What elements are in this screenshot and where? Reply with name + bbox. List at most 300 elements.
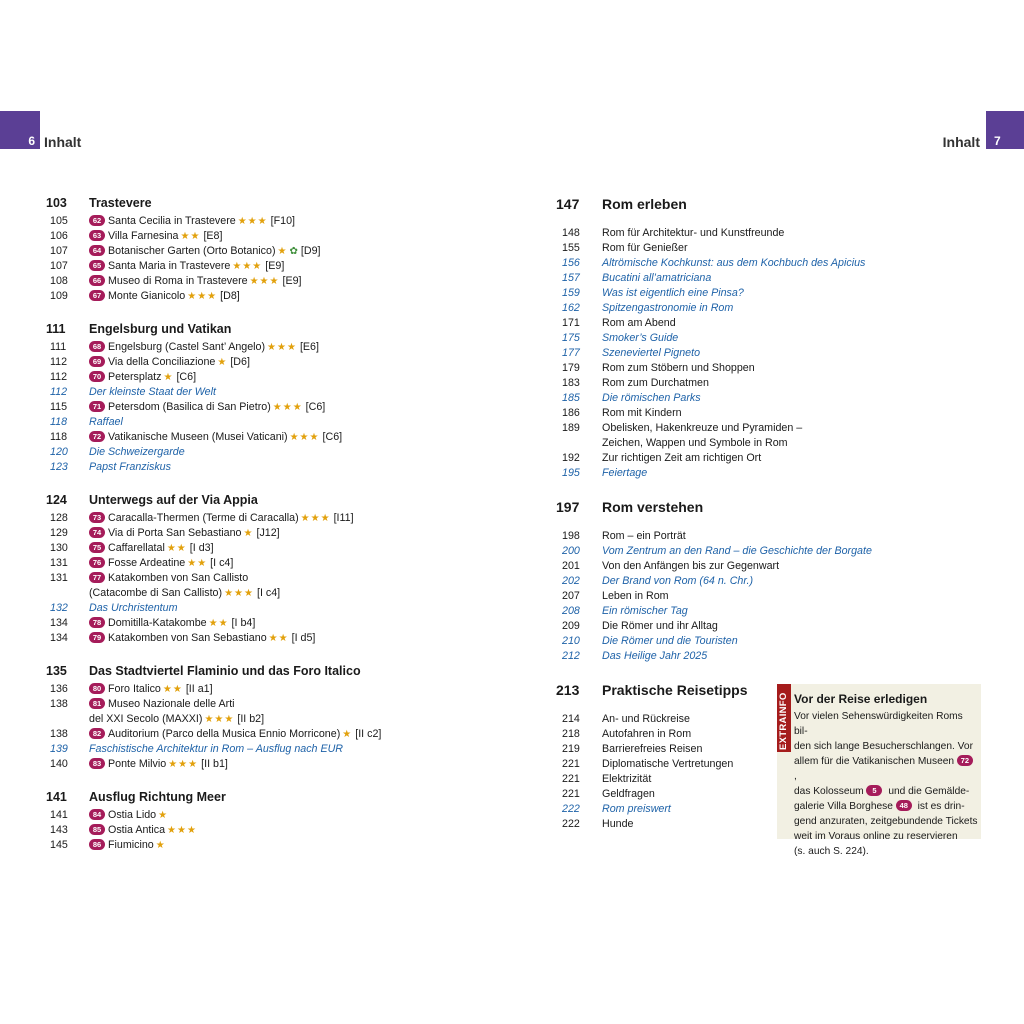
section-heading xyxy=(46,322,486,340)
entry-title: Ostia Antica xyxy=(108,824,166,836)
entry-text-wrap xyxy=(602,649,996,664)
entry-text-wrap xyxy=(602,529,996,544)
entry-text-wrap xyxy=(602,574,996,589)
entry-text-wrap xyxy=(89,712,486,727)
entry-text-wrap xyxy=(89,526,486,541)
entry-title: Via della Conciliazione xyxy=(108,356,216,368)
entry-text-wrap xyxy=(602,376,996,391)
toc-entry xyxy=(46,601,486,616)
section-title: Unterwegs auf der Via Appia xyxy=(89,493,258,507)
entry-title: Faschistische Architektur in Rom – Ausflug nach EUR xyxy=(89,743,344,755)
sight-number-badge: 72 xyxy=(89,431,105,442)
toc-entry xyxy=(556,241,996,256)
entry-title: Villa Farnesina xyxy=(108,230,179,242)
rating-stars: ★★ xyxy=(162,684,183,695)
entry-title: Leben in Rom xyxy=(602,590,669,602)
entry-page-number: 128 xyxy=(50,512,68,524)
rating-stars: ★ xyxy=(243,528,254,539)
entry-title: Vom Zentrum an den Rand – die Geschichte der Borgate xyxy=(602,545,872,557)
entry-text-wrap xyxy=(602,256,996,271)
map-grid-reference: [E9] xyxy=(265,260,285,272)
entry-text-wrap xyxy=(602,331,996,346)
map-grid-reference: [I b4] xyxy=(231,617,256,629)
entry-text-wrap xyxy=(89,727,486,742)
extrainfo-text: den sich lange Besucherschlangen. Vor xyxy=(794,741,973,752)
toc-entry xyxy=(46,340,486,355)
toc-section xyxy=(556,196,996,481)
entry-text-wrap xyxy=(89,742,486,757)
entry-page-number: 118 xyxy=(50,431,68,443)
section-page-number: 213 xyxy=(556,682,580,698)
entry-text-wrap xyxy=(89,430,486,445)
section-title: Engelsburg und Vatikan xyxy=(89,322,232,336)
entry-page-number: 202 xyxy=(562,575,580,587)
toc-entry xyxy=(46,541,486,556)
entry-page-number: 134 xyxy=(50,617,68,629)
entry-page-number: 140 xyxy=(50,758,68,770)
map-grid-reference: [II a1] xyxy=(185,683,213,695)
toc-section xyxy=(46,196,486,304)
entry-text-wrap xyxy=(602,286,996,301)
entry-page-number: 136 xyxy=(50,683,68,695)
toc-entry xyxy=(46,430,486,445)
sight-number-badge: 79 xyxy=(89,632,105,643)
toc-entry xyxy=(46,400,486,415)
sight-number-badge: 72 xyxy=(957,755,973,766)
extrainfo-text: Vor vielen Sehenswürdigkeiten Roms bil- xyxy=(794,711,963,737)
entry-title: Autofahren in Rom xyxy=(602,728,692,740)
entry-text-wrap xyxy=(602,226,996,241)
entry-title: Bucatini all’amatriciana xyxy=(602,272,712,284)
entry-title: Die Schweizergarde xyxy=(89,446,185,458)
entry-title: Museo di Roma in Trastevere xyxy=(108,275,248,287)
section-heading xyxy=(46,493,486,511)
toc-entry xyxy=(46,616,486,631)
sight-number-badge: 5 xyxy=(866,785,882,796)
toc-column-left xyxy=(46,196,486,871)
entry-title: Das Urchristentum xyxy=(89,602,178,614)
sight-number-badge: 81 xyxy=(89,698,105,709)
entry-page-number: 222 xyxy=(562,803,580,815)
entry-text-wrap xyxy=(602,559,996,574)
entry-text-wrap xyxy=(602,436,996,451)
toc-entry xyxy=(46,244,486,259)
toc-entry xyxy=(556,466,996,481)
map-grid-reference: [II b1] xyxy=(201,758,228,770)
entry-title: Smoker’s Guide xyxy=(602,332,679,344)
extrainfo-box xyxy=(777,684,981,857)
toc-entry xyxy=(46,526,486,541)
toc-entry xyxy=(46,385,486,400)
entry-page-number: 115 xyxy=(50,401,68,413)
rating-stars: ★ xyxy=(277,246,288,257)
entry-page-number: 107 xyxy=(50,260,68,272)
entry-text-wrap xyxy=(602,634,996,649)
toc-entry xyxy=(556,559,996,574)
toc-entry xyxy=(46,259,486,274)
sight-number-badge: 84 xyxy=(89,809,105,820)
map-grid-reference: [F10] xyxy=(270,215,295,227)
entry-title: Obelisken, Hakenkreuze und Pyramiden – xyxy=(602,422,803,434)
entry-title: Raffael xyxy=(89,416,123,428)
sight-number-badge: 48 xyxy=(896,800,912,811)
toc-entry xyxy=(556,436,996,451)
rating-stars: ★★★ xyxy=(237,216,268,227)
entry-title: Das Heilige Jahr 2025 xyxy=(602,650,708,662)
entry-page-number: 108 xyxy=(50,275,68,287)
entry-text-wrap xyxy=(602,451,996,466)
toc-entry xyxy=(556,451,996,466)
entry-title: Fiumicino xyxy=(108,839,154,851)
entry-page-number: 134 xyxy=(50,632,68,644)
entry-page-number: 221 xyxy=(562,758,580,770)
rating-stars: ★ xyxy=(155,840,166,851)
extrainfo-text: (s. auch S. 224). xyxy=(794,846,869,857)
entry-text-wrap xyxy=(602,361,996,376)
entry-title: Diplomatische Vertretungen xyxy=(602,758,734,770)
entry-text-wrap xyxy=(89,244,486,259)
section-page-number: 141 xyxy=(46,790,67,804)
entry-page-number: 214 xyxy=(562,713,580,725)
entry-text-wrap xyxy=(89,400,486,415)
entry-page-number: 145 xyxy=(50,839,68,851)
toc-entry xyxy=(46,838,486,853)
entry-title: Zeichen, Wappen und Symbole in Rom xyxy=(602,437,788,449)
sight-number-badge: 77 xyxy=(89,572,105,583)
entry-text-wrap xyxy=(602,544,996,559)
toc-entry xyxy=(556,256,996,271)
extrainfo-text-after: ist es drin- xyxy=(914,801,965,812)
rating-stars: ★ xyxy=(217,357,228,368)
entry-text-wrap xyxy=(89,601,486,616)
green-leaf-icon: ✿ xyxy=(289,246,298,257)
entry-title: Feiertage xyxy=(602,467,648,479)
entry-title: Rom zum Stöbern und Shoppen xyxy=(602,362,755,374)
sight-number-badge: 68 xyxy=(89,341,105,352)
entry-text-wrap xyxy=(602,271,996,286)
toc-entry xyxy=(556,589,996,604)
entry-title: Rom zum Durchatmen xyxy=(602,377,709,389)
rating-stars: ★ xyxy=(342,729,353,740)
entry-page-number: 112 xyxy=(50,386,68,398)
toc-entry xyxy=(556,406,996,421)
entry-title: Die Römer und ihr Alltag xyxy=(602,620,718,632)
map-grid-reference: [I c4] xyxy=(210,557,234,569)
entry-title: Via di Porta San Sebastiano xyxy=(108,527,242,539)
entry-title: An- und Rückreise xyxy=(602,713,690,725)
sight-number-badge: 67 xyxy=(89,290,105,301)
map-grid-reference: [C6] xyxy=(305,401,326,413)
entry-title: Foro Italico xyxy=(108,683,161,695)
section-page-number: 111 xyxy=(46,322,66,336)
entry-page-number: 123 xyxy=(50,461,68,473)
toc-entry xyxy=(46,511,486,526)
extrainfo-line xyxy=(794,799,978,814)
sight-number-badge: 82 xyxy=(89,728,105,739)
entry-text-wrap xyxy=(89,274,486,289)
entry-title: Elektrizität xyxy=(602,773,652,785)
entry-text-wrap xyxy=(602,391,996,406)
entry-text-wrap xyxy=(89,289,486,304)
entry-title: Rom für Architektur- und Kunstfreunde xyxy=(602,227,785,239)
extrainfo-line xyxy=(794,814,978,829)
toc-entry xyxy=(46,823,486,838)
map-grid-reference: [II b2] xyxy=(237,713,265,725)
entry-text-wrap xyxy=(89,445,486,460)
sight-number-badge: 76 xyxy=(89,557,105,568)
entry-text-wrap xyxy=(89,823,486,838)
entry-title: Auditorium (Parco della Musica Ennio Morricone) xyxy=(108,728,341,740)
entry-page-number: 109 xyxy=(50,290,68,302)
toc-entry xyxy=(46,445,486,460)
toc-entry xyxy=(46,289,486,304)
entry-text-wrap xyxy=(89,838,486,853)
map-grid-reference: [D9] xyxy=(300,245,321,257)
toc-entry xyxy=(46,712,486,727)
sight-number-badge: 65 xyxy=(89,260,105,271)
rating-stars: ★★★ xyxy=(204,714,235,725)
extrainfo-body xyxy=(794,709,978,859)
rating-stars: ★★ xyxy=(180,231,201,242)
entry-page-number: 132 xyxy=(50,602,68,614)
entry-page-number: 129 xyxy=(50,527,68,539)
sight-number-badge: 85 xyxy=(89,824,105,835)
entry-page-number: 159 xyxy=(562,287,580,299)
extrainfo-text: gend anzuraten, zeitgebundende Tickets xyxy=(794,816,978,827)
toc-entry xyxy=(46,808,486,823)
map-grid-reference: [D6] xyxy=(230,356,250,368)
toc-entry xyxy=(46,370,486,385)
entry-title: del XXI Secolo (MAXXI) xyxy=(89,713,203,725)
toc-entry xyxy=(556,361,996,376)
extrainfo-text: weit im Voraus online zu reservieren xyxy=(794,831,958,842)
toc-entry xyxy=(556,226,996,241)
entry-page-number: 107 xyxy=(50,245,68,257)
entry-page-number: 171 xyxy=(562,317,580,329)
entry-page-number: 111 xyxy=(50,341,67,353)
rating-stars: ★★★ xyxy=(249,276,280,287)
entry-title: Altrömische Kochkunst: aus dem Kochbuch des Apicius xyxy=(602,257,866,269)
toc-entry xyxy=(556,574,996,589)
entry-text-wrap xyxy=(89,616,486,631)
toc-entry xyxy=(46,274,486,289)
entry-title: Barrierefreies Reisen xyxy=(602,743,703,755)
section-title: Praktische Reisetipps xyxy=(602,682,748,698)
rating-stars: ★★★ xyxy=(300,513,331,524)
extrainfo-tag xyxy=(777,684,791,752)
entry-page-number: 106 xyxy=(50,230,68,242)
extrainfo-tag-label: EXTRAINFO xyxy=(778,692,789,750)
entry-page-number: 118 xyxy=(50,416,68,428)
entry-page-number: 175 xyxy=(562,332,580,344)
entry-page-number: 138 xyxy=(50,728,68,740)
section-title: Trastevere xyxy=(89,196,152,210)
toc-entry xyxy=(556,271,996,286)
entry-page-number: 210 xyxy=(562,635,580,647)
entry-text-wrap xyxy=(602,241,996,256)
entry-text-wrap xyxy=(89,415,486,430)
section-page-number: 147 xyxy=(556,196,580,212)
entry-text-wrap xyxy=(89,808,486,823)
entry-title: Santa Maria in Trastevere xyxy=(108,260,231,272)
toc-entry xyxy=(46,697,486,712)
extrainfo-text: galerie Villa Borghese xyxy=(794,801,896,812)
rating-stars: ★★★ xyxy=(187,291,218,302)
entry-title: Szeneviertel Pigneto xyxy=(602,347,701,359)
toc-section xyxy=(46,493,486,646)
section-page-number: 103 xyxy=(46,196,67,210)
section-heading xyxy=(556,196,996,216)
map-grid-reference: [J12] xyxy=(256,527,280,539)
section-heading xyxy=(46,196,486,214)
section-title: Rom erleben xyxy=(602,196,687,212)
toc-entry xyxy=(46,727,486,742)
section-heading xyxy=(556,499,996,519)
sight-number-badge: 75 xyxy=(89,542,105,553)
entry-title: Ponte Milvio xyxy=(108,758,167,770)
entry-title: Geldfragen xyxy=(602,788,655,800)
entry-text-wrap xyxy=(89,541,486,556)
sight-number-badge: 64 xyxy=(89,245,105,256)
entry-title: Monte Gianicolo xyxy=(108,290,186,302)
entry-text-wrap xyxy=(89,340,486,355)
extrainfo-line xyxy=(794,739,978,754)
extrainfo-line xyxy=(794,709,978,739)
entry-text-wrap xyxy=(602,604,996,619)
extrainfo-line xyxy=(794,844,978,859)
entry-title: Was ist eigentlich eine Pinsa? xyxy=(602,287,744,299)
entry-page-number: 179 xyxy=(562,362,580,374)
entry-title: Engelsburg (Castel Sant’ Angelo) xyxy=(108,341,266,353)
sight-number-badge: 74 xyxy=(89,527,105,538)
entry-title: Der Brand von Rom (64 n. Chr.) xyxy=(602,575,754,587)
entry-title: Fosse Ardeatine xyxy=(108,557,186,569)
map-grid-reference: [E8] xyxy=(203,230,223,242)
entry-page-number: 219 xyxy=(562,743,580,755)
toc-entry xyxy=(46,742,486,757)
page-tab-right xyxy=(986,111,1024,149)
sight-number-badge: 66 xyxy=(89,275,105,286)
extrainfo-text-after: und die Gemälde- xyxy=(885,786,970,797)
toc-entry xyxy=(46,415,486,430)
sight-number-badge: 80 xyxy=(89,683,105,694)
entry-page-number: 185 xyxy=(562,392,580,404)
entry-title: Botanischer Garten (Orto Botanico) xyxy=(108,245,276,257)
map-grid-reference: [I d5] xyxy=(291,632,316,644)
toc-section xyxy=(46,790,486,853)
toc-entry xyxy=(556,316,996,331)
toc-entry xyxy=(556,301,996,316)
sight-number-badge: 70 xyxy=(89,371,105,382)
entry-page-number: 131 xyxy=(50,572,68,584)
entry-page-number: 156 xyxy=(562,257,580,269)
extrainfo-text: das Kolosseum xyxy=(794,786,867,797)
map-grid-reference: [C6] xyxy=(176,371,197,383)
entry-title: Ostia Lido xyxy=(108,809,157,821)
sight-number-badge: 62 xyxy=(89,215,105,226)
toc-entry xyxy=(556,421,996,436)
entry-text-wrap xyxy=(89,385,486,400)
toc-entry xyxy=(556,529,996,544)
entry-page-number: 198 xyxy=(562,530,580,542)
entry-text-wrap xyxy=(89,682,486,697)
toc-section xyxy=(46,664,486,772)
map-grid-reference: [I11] xyxy=(333,512,354,524)
extrainfo-line xyxy=(794,784,978,799)
entry-title: Vatikanische Museen (Musei Vaticani) xyxy=(108,431,288,443)
entry-title: Museo Nazionale delle Arti xyxy=(108,698,235,710)
map-grid-reference: [D8] xyxy=(220,290,240,302)
entry-text-wrap xyxy=(89,571,486,586)
rating-stars: ★★★ xyxy=(272,402,303,413)
rating-stars: ★★★ xyxy=(168,759,199,770)
entry-text-wrap xyxy=(89,586,486,601)
entry-title: Ein römischer Tag xyxy=(602,605,688,617)
entry-title: Katakomben von San Callisto xyxy=(108,572,249,584)
map-grid-reference: [C6] xyxy=(322,431,343,443)
extrainfo-line xyxy=(794,754,978,784)
toc-entry xyxy=(46,460,486,475)
entry-text-wrap xyxy=(89,259,486,274)
toc-entry xyxy=(556,619,996,634)
entry-page-number: 186 xyxy=(562,407,580,419)
map-grid-reference: [E6] xyxy=(299,341,319,353)
entry-page-number: 105 xyxy=(50,215,68,227)
map-grid-reference: [I d3] xyxy=(189,542,214,554)
entry-page-number: 201 xyxy=(562,560,580,572)
toc-section xyxy=(556,499,996,664)
entry-text-wrap xyxy=(89,214,486,229)
section-page-number: 197 xyxy=(556,499,580,515)
entry-page-number: 221 xyxy=(562,788,580,800)
section-heading xyxy=(46,790,486,808)
entry-page-number: 130 xyxy=(50,542,68,554)
entry-page-number: 141 xyxy=(50,809,68,821)
section-title: Das Stadtviertel Flaminio und das Foro Italico xyxy=(89,664,361,678)
toc-entry xyxy=(46,631,486,646)
extrainfo-title: Vor der Reise erledigen xyxy=(794,692,928,706)
entry-text-wrap xyxy=(89,631,486,646)
entry-page-number: 208 xyxy=(562,605,580,617)
toc-entry xyxy=(46,355,486,370)
toc-entry xyxy=(556,604,996,619)
entry-text-wrap xyxy=(89,757,486,772)
sight-number-badge: 83 xyxy=(89,758,105,769)
toc-entry xyxy=(556,544,996,559)
rating-stars: ★★★ xyxy=(267,342,297,353)
entry-title: Rom mit Kindern xyxy=(602,407,682,419)
entry-title: Die Römer und die Touristen xyxy=(602,635,738,647)
entry-text-wrap xyxy=(602,301,996,316)
rating-stars: ★★ xyxy=(166,543,187,554)
entry-title: Petersplatz xyxy=(108,371,162,383)
entry-title: Rom preiswert xyxy=(602,803,671,815)
entry-title: Der kleinste Staat der Welt xyxy=(89,386,216,398)
entry-page-number: 195 xyxy=(562,467,580,479)
rating-stars: ★ xyxy=(158,810,169,821)
entry-page-number: 221 xyxy=(562,773,580,785)
rating-stars: ★★ xyxy=(208,618,229,629)
entry-page-number: 200 xyxy=(562,545,580,557)
entry-title: (Catacombe di San Callisto) xyxy=(89,587,223,599)
entry-text-wrap xyxy=(89,556,486,571)
entry-page-number: 218 xyxy=(562,728,580,740)
entry-title: Caffarellatal xyxy=(108,542,165,554)
entry-title: Hunde xyxy=(602,818,634,830)
entry-text-wrap xyxy=(602,619,996,634)
toc-entry xyxy=(556,649,996,664)
extrainfo-text-after: , xyxy=(794,771,797,782)
